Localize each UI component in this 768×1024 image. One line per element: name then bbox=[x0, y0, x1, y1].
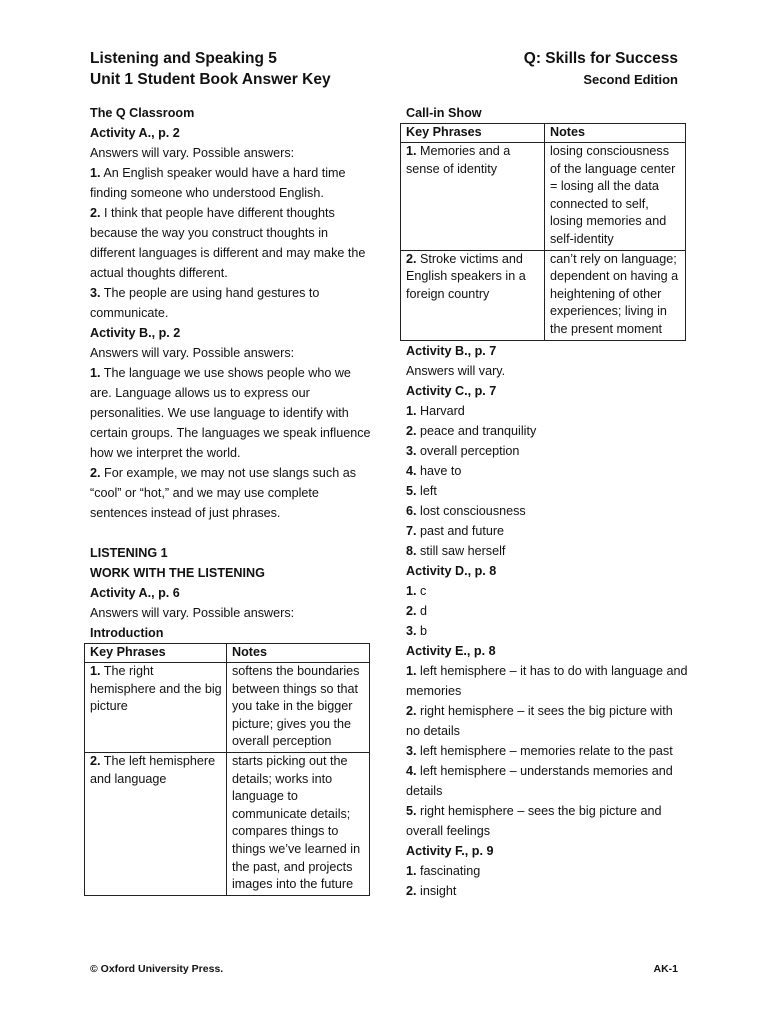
answer-text: d bbox=[416, 603, 428, 618]
notes-cell: can’t rely on language; dependent on having a heightening of other experiences; living in the present moment bbox=[545, 250, 686, 340]
answer-number: 1. bbox=[90, 366, 101, 380]
answer-number: 1. bbox=[406, 863, 417, 878]
answer-number: 2. bbox=[406, 883, 417, 898]
answer-text: Harvard bbox=[416, 403, 465, 418]
key-phrase-text: Memories and a sense of identity bbox=[406, 144, 511, 176]
answer-number: 5. bbox=[406, 483, 417, 498]
answer-item bbox=[406, 741, 688, 761]
activity-intro: Answers will vary. Possible answers: bbox=[90, 346, 295, 360]
column-header-key-phrases: Key Phrases bbox=[85, 644, 227, 663]
answer-number: 2. bbox=[90, 206, 101, 220]
row-number: 2. bbox=[90, 753, 101, 768]
column-header-notes: Notes bbox=[545, 124, 686, 143]
answer-number: 2. bbox=[90, 466, 101, 480]
key-phrase-text: The right hemisphere and the big picture bbox=[90, 664, 222, 714]
answer-item bbox=[406, 541, 688, 561]
row-number: 1. bbox=[90, 664, 101, 678]
answer-text: still saw herself bbox=[416, 543, 506, 558]
answer-number: 5. bbox=[406, 803, 417, 818]
answer-number: 1. bbox=[406, 663, 417, 678]
table-header-row bbox=[85, 644, 370, 663]
key-phrase-cell bbox=[85, 752, 227, 895]
answer-number: 2. bbox=[406, 423, 417, 438]
answer-item bbox=[406, 461, 688, 481]
answer-number: 2. bbox=[406, 603, 417, 618]
table-caption: Call-in Show bbox=[406, 106, 482, 120]
activity-heading: Activity F., p. 9 bbox=[406, 843, 494, 858]
answer-number: 1. bbox=[90, 166, 101, 180]
section-heading-listening: LISTENING 1 bbox=[90, 546, 168, 560]
activity-intro: Answers will vary. Possible answers: bbox=[90, 146, 295, 160]
answer-text: have to bbox=[416, 463, 462, 478]
page-number: AK-1 bbox=[653, 963, 678, 975]
answer-number: 4. bbox=[406, 463, 417, 478]
right-column bbox=[406, 103, 688, 901]
answer-item bbox=[406, 401, 688, 421]
column-header-key-phrases: Key Phrases bbox=[401, 124, 545, 143]
answer-item bbox=[90, 463, 375, 523]
answer-item bbox=[406, 521, 688, 541]
key-phrases-table bbox=[84, 643, 370, 896]
answer-number: 3. bbox=[90, 286, 101, 300]
edition-label: Second Edition bbox=[583, 72, 678, 87]
activity-heading: Activity C., p. 7 bbox=[406, 383, 497, 398]
answer-text: left hemisphere – understands memories and details bbox=[406, 763, 673, 798]
spacer bbox=[90, 523, 375, 543]
answer-text: fascinating bbox=[416, 863, 481, 878]
answer-item bbox=[406, 421, 688, 441]
notes-cell: losing consciousness of the language center = losing all the data connected to self, losing memories and self-identity bbox=[545, 143, 686, 251]
answer-item bbox=[406, 481, 688, 501]
answer-item bbox=[406, 581, 688, 601]
answer-item bbox=[90, 203, 375, 283]
answer-number: 1. bbox=[406, 403, 417, 418]
activity-intro: Answers will vary. bbox=[406, 363, 506, 378]
answer-text: left hemisphere – it has to do with language and memories bbox=[406, 663, 688, 698]
answer-text: c bbox=[416, 583, 427, 598]
answer-item bbox=[406, 441, 688, 461]
activity-heading: Activity A., p. 2 bbox=[90, 126, 180, 140]
answer-text: The people are using hand gestures to communicate. bbox=[90, 286, 320, 320]
answer-item bbox=[90, 363, 375, 463]
answer-text: insight bbox=[416, 883, 457, 898]
answer-number: 6. bbox=[406, 503, 417, 518]
answer-number: 7. bbox=[406, 523, 417, 538]
answer-text: For example, we may not use slangs such as “cool” or “hot,” and we may use complete sentences instead of just phrases. bbox=[90, 466, 357, 520]
answer-text: An English speaker would have a hard time finding someone who understood English. bbox=[90, 166, 346, 200]
activity-heading: Activity E., p. 8 bbox=[406, 643, 496, 658]
answer-text: b bbox=[416, 623, 428, 638]
answer-item bbox=[406, 861, 688, 881]
answer-number: 2. bbox=[406, 703, 417, 718]
left-column bbox=[90, 103, 375, 896]
table-header-row bbox=[401, 124, 686, 143]
answer-text: left hemisphere – memories relate to the past bbox=[416, 743, 673, 758]
section-heading-q-classroom: The Q Classroom bbox=[90, 106, 195, 120]
answer-number: 1. bbox=[406, 583, 417, 598]
answer-text: lost consciousness bbox=[416, 503, 526, 518]
brand-title: Q: Skills for Success bbox=[523, 50, 678, 67]
key-phrase-cell bbox=[401, 250, 545, 340]
answer-number: 3. bbox=[406, 443, 417, 458]
table-row bbox=[401, 143, 686, 251]
answer-item bbox=[90, 283, 375, 323]
activity-heading: Activity D., p. 8 bbox=[406, 563, 497, 578]
table-row bbox=[85, 752, 370, 895]
notes-cell: softens the boundaries between things so that you take in the bigger picture; gives you the overall perception bbox=[227, 663, 370, 753]
answer-text: left bbox=[416, 483, 437, 498]
answer-item bbox=[406, 501, 688, 521]
answer-item bbox=[406, 601, 688, 621]
activity-heading: Activity B., p. 7 bbox=[406, 343, 497, 358]
answer-item bbox=[406, 801, 688, 841]
section-subheading: WORK WITH THE LISTENING bbox=[90, 566, 265, 580]
answer-number: 8. bbox=[406, 543, 417, 558]
answer-item bbox=[90, 163, 375, 203]
answer-text: right hemisphere – sees the big picture and overall feelings bbox=[406, 803, 662, 838]
column-header-notes: Notes bbox=[227, 644, 370, 663]
key-phrases-table bbox=[400, 123, 686, 341]
copyright-notice: © Oxford University Press. bbox=[90, 963, 224, 975]
answer-item bbox=[406, 761, 688, 801]
answer-text: I think that people have different thoughts because the way you construct thoughts in different languages is different and may make the actual thoughts different. bbox=[90, 206, 366, 280]
answer-item bbox=[406, 701, 688, 741]
answer-text: overall perception bbox=[416, 443, 520, 458]
key-phrase-cell bbox=[85, 663, 227, 753]
title-line-2: Unit 1 Student Book Answer Key bbox=[90, 71, 331, 88]
answer-number: 3. bbox=[406, 743, 417, 758]
table-row bbox=[401, 250, 686, 340]
row-number: 2. bbox=[406, 251, 417, 266]
header-brand bbox=[524, 48, 678, 91]
answer-item bbox=[406, 661, 688, 701]
notes-cell: starts picking out the details; works into language to communicate details; compares things to things we’ve learned in the past, and projects images into the future bbox=[227, 752, 370, 895]
answer-number: 4. bbox=[406, 763, 417, 778]
activity-intro: Answers will vary. Possible answers: bbox=[90, 606, 295, 620]
answer-text: right hemisphere – it sees the big picture with no details bbox=[406, 703, 673, 738]
answer-item bbox=[406, 881, 688, 901]
answer-number: 3. bbox=[406, 623, 417, 638]
row-number: 1. bbox=[406, 144, 417, 158]
table-caption: Introduction bbox=[90, 626, 164, 640]
activity-heading: Activity B., p. 2 bbox=[90, 326, 181, 340]
answer-text: The language we use shows people who we are. Language allows us to express our personalities. We use language to identify with certain groups. The languages we speak influence how we interpret the world. bbox=[90, 366, 371, 460]
key-phrase-text: Stroke victims and English speakers in a foreign country bbox=[406, 251, 526, 301]
table-row bbox=[85, 663, 370, 753]
answer-item bbox=[406, 621, 688, 641]
key-phrase-cell bbox=[401, 143, 545, 251]
key-phrase-text: The left hemisphere and language bbox=[90, 753, 216, 786]
answer-text: peace and tranquility bbox=[416, 423, 537, 438]
activity-heading: Activity A., p. 6 bbox=[90, 586, 180, 600]
answer-text: past and future bbox=[416, 523, 505, 538]
title-line-1: Listening and Speaking 5 bbox=[90, 50, 277, 67]
header-title bbox=[90, 48, 331, 90]
